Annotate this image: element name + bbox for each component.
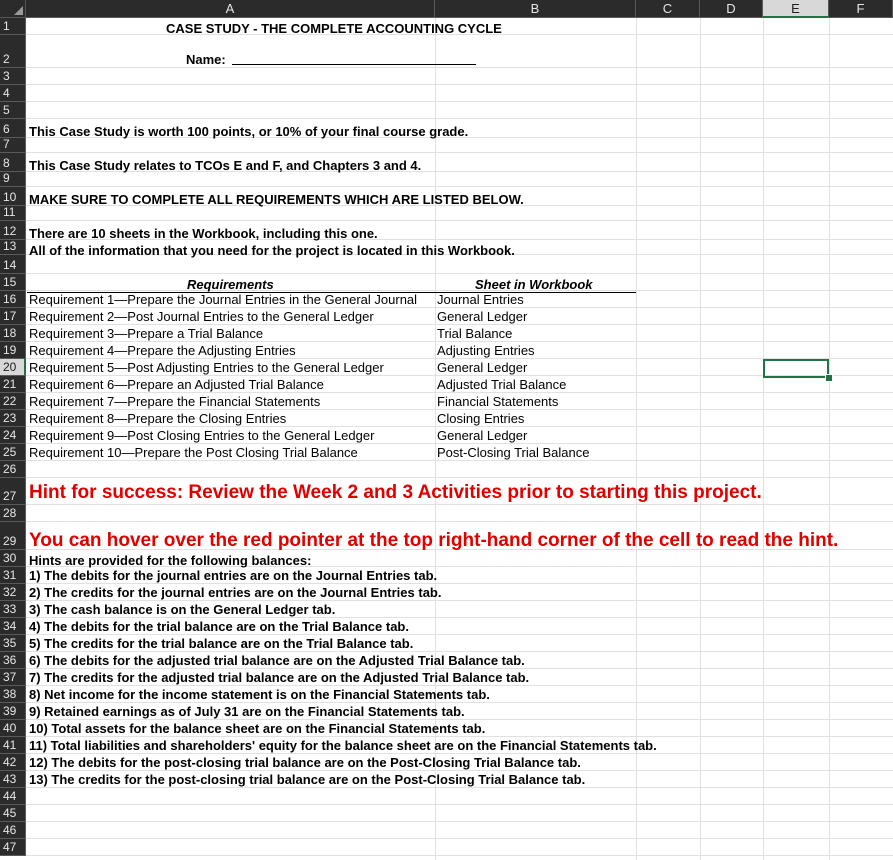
hint-item[interactable]: 1) The debits for the journal entries are on the Journal Entries tab.	[29, 568, 438, 583]
intro-line[interactable]: All of the information that you need for the project is located in this Workbook.	[29, 243, 515, 258]
row-header-17[interactable]: 17	[0, 308, 26, 325]
hint-item[interactable]: 5) The credits for the trial balance are on the Trial Balance tab.	[29, 636, 414, 651]
row-header-37[interactable]: 37	[0, 669, 26, 686]
grid-row	[26, 805, 893, 822]
row-header-28[interactable]: 28	[0, 505, 26, 522]
row-header-46[interactable]: 46	[0, 822, 26, 839]
hint-item[interactable]: 8) Net income for the income statement is on the Financial Statements tab.	[29, 687, 490, 702]
select-all-corner[interactable]	[0, 0, 26, 18]
row-header-3[interactable]: 3	[0, 68, 26, 85]
intro-line[interactable]: This Case Study relates to TCOs E and F, and Chapters 3 and 4.	[29, 158, 422, 173]
column-header-f[interactable]: F	[829, 0, 893, 18]
fill-handle[interactable]	[825, 374, 833, 382]
grid-row	[26, 85, 893, 102]
row-header-1[interactable]: 1	[0, 18, 26, 35]
row-header-32[interactable]: 32	[0, 584, 26, 601]
row-header-44[interactable]: 44	[0, 788, 26, 805]
row-header-14[interactable]: 14	[0, 255, 26, 274]
grid-row	[26, 68, 893, 85]
intro-line[interactable]: There are 10 sheets in the Workbook, including this one.	[29, 226, 378, 241]
hint-item[interactable]: 12) The debits for the post-closing trial balance are on the Post-Closing Trial Balance tab.	[29, 755, 581, 770]
hint-item[interactable]: 3) The cash balance is on the General Ledger tab.	[29, 602, 336, 617]
intro-line[interactable]: This Case Study is worth 100 points, or 10% of your final course grade.	[29, 124, 469, 139]
requirement-cell[interactable]: Requirement 3—Prepare a Trial Balance	[29, 326, 264, 341]
grid-row	[26, 172, 893, 187]
sheet-name-cell[interactable]: Journal Entries	[437, 292, 524, 307]
sheet-name-cell[interactable]: Closing Entries	[437, 411, 525, 426]
row-header-34[interactable]: 34	[0, 618, 26, 635]
row-header-4[interactable]: 4	[0, 85, 26, 102]
hint-item[interactable]: 9) Retained earnings as of July 31 are on the Financial Statements tab.	[29, 704, 465, 719]
row-header-18[interactable]: 18	[0, 325, 26, 342]
name-label[interactable]: Name:	[186, 52, 226, 67]
row-header-31[interactable]: 31	[0, 567, 26, 584]
row-header-24[interactable]: 24	[0, 427, 26, 444]
column-header-b[interactable]: B	[435, 0, 636, 18]
row-header-40[interactable]: 40	[0, 720, 26, 737]
sheet-name-cell[interactable]: General Ledger	[437, 309, 528, 324]
row-header-11[interactable]: 11	[0, 206, 26, 221]
hint-item[interactable]: 11) Total liabilities and shareholders' equity for the balance sheet are on the Financial Statements tab.	[29, 738, 657, 753]
case-study-title[interactable]: CASE STUDY - THE COMPLETE ACCOUNTING CYCLE	[166, 21, 502, 36]
sheet-name-cell[interactable]: Adjusting Entries	[437, 343, 535, 358]
grid-row	[26, 274, 893, 291]
requirement-cell[interactable]: Requirement 1—Prepare the Journal Entries in the General Journal	[29, 292, 418, 307]
selected-cell-e20[interactable]	[763, 359, 829, 378]
requirement-cell[interactable]: Requirement 4—Prepare the Adjusting Entries	[29, 343, 296, 358]
requirement-cell[interactable]: Requirement 6—Prepare an Adjusted Trial Balance	[29, 377, 324, 392]
row-header-39[interactable]: 39	[0, 703, 26, 720]
row-header-6[interactable]: 6	[0, 119, 26, 138]
sheet-name-cell[interactable]: Financial Statements	[437, 394, 559, 409]
grid-row	[26, 839, 893, 856]
row-header-42[interactable]: 42	[0, 754, 26, 771]
row-header-38[interactable]: 38	[0, 686, 26, 703]
row-header-19[interactable]: 19	[0, 342, 26, 359]
grid-row	[26, 505, 893, 522]
sheet-name-cell[interactable]: Trial Balance	[437, 326, 513, 341]
grid-row	[26, 461, 893, 478]
column-header-a[interactable]: A	[26, 0, 435, 18]
hint-item[interactable]: 4) The debits for the trial balance are on the Trial Balance tab.	[29, 619, 409, 634]
row-header-26[interactable]: 26	[0, 461, 26, 478]
column-header-e[interactable]: E	[763, 0, 829, 18]
requirement-cell[interactable]: Requirement 8—Prepare the Closing Entries	[29, 411, 287, 426]
requirements-header[interactable]: Requirements	[187, 277, 274, 292]
requirement-cell[interactable]: Requirement 10—Prepare the Post Closing Trial Balance	[29, 445, 358, 460]
requirement-cell[interactable]: Requirement 5—Post Adjusting Entries to the General Ledger	[29, 360, 384, 375]
row-header-29[interactable]: 29	[0, 522, 26, 550]
row-header-43[interactable]: 43	[0, 771, 26, 788]
grid-row	[26, 206, 893, 221]
sheet-in-workbook-header[interactable]: Sheet in Workbook	[475, 277, 593, 292]
grid-row	[26, 822, 893, 839]
row-header-7[interactable]: 7	[0, 138, 26, 153]
row-header-45[interactable]: 45	[0, 805, 26, 822]
hint-item[interactable]: 7) The credits for the adjusted trial balance are on the Adjusted Trial Balance tab.	[29, 670, 530, 685]
hint-success[interactable]: Hint for success: Review the Week 2 and 3 Activities prior to starting this project.	[29, 482, 762, 503]
row-header-12[interactable]: 12	[0, 221, 26, 240]
row-header-2[interactable]: 2	[0, 35, 26, 68]
grid-row	[26, 138, 893, 153]
hint-item[interactable]: 6) The debits for the adjusted trial balance are on the Adjusted Trial Balance tab.	[29, 653, 525, 668]
requirement-cell[interactable]: Requirement 9—Post Closing Entries to the General Ledger	[29, 428, 375, 443]
row-header-15[interactable]: 15	[0, 274, 26, 291]
intro-line[interactable]: MAKE SURE TO COMPLETE ALL REQUIREMENTS WHICH ARE LISTED BELOW.	[29, 192, 524, 207]
row-header-47[interactable]: 47	[0, 839, 26, 856]
select-all-icon	[14, 6, 23, 15]
row-header-8[interactable]: 8	[0, 153, 26, 172]
requirement-cell[interactable]: Requirement 7—Prepare the Financial Statements	[29, 394, 321, 409]
sheet-name-cell[interactable]: General Ledger	[437, 360, 528, 375]
column-header-c[interactable]: C	[636, 0, 700, 18]
grid-row	[26, 788, 893, 805]
grid-row	[26, 102, 893, 119]
row-header-16[interactable]: 16	[0, 291, 26, 308]
row-header-36[interactable]: 36	[0, 652, 26, 669]
sheet-name-cell[interactable]: Adjusted Trial Balance	[437, 377, 567, 392]
row-header-33[interactable]: 33	[0, 601, 26, 618]
hint-item[interactable]: 10) Total assets for the balance sheet are on the Financial Statements tab.	[29, 721, 486, 736]
row-header-20[interactable]: 20	[0, 359, 26, 376]
row-header-13[interactable]: 13	[0, 240, 26, 255]
row-header-23[interactable]: 23	[0, 410, 26, 427]
requirement-cell[interactable]: Requirement 2—Post Journal Entries to the General Ledger	[29, 309, 374, 324]
hints-intro[interactable]: Hints are provided for the following balances:	[29, 553, 312, 568]
sheet-name-cell[interactable]: General Ledger	[437, 428, 528, 443]
name-field[interactable]	[232, 64, 476, 65]
row-header-10[interactable]: 10	[0, 187, 26, 206]
hint-hover[interactable]: You can hover over the red pointer at the top right-hand corner of the cell to read the hint.	[29, 530, 839, 551]
hint-item[interactable]: 2) The credits for the journal entries are on the Journal Entries tab.	[29, 585, 442, 600]
row-header-35[interactable]: 35	[0, 635, 26, 652]
row-header-27[interactable]: 27	[0, 478, 26, 505]
row-header-41[interactable]: 41	[0, 737, 26, 754]
row-header-25[interactable]: 25	[0, 444, 26, 461]
row-header-22[interactable]: 22	[0, 393, 26, 410]
row-header-21[interactable]: 21	[0, 376, 26, 393]
row-header-30[interactable]: 30	[0, 550, 26, 567]
hint-item[interactable]: 13) The credits for the post-closing trial balance are on the Post-Closing Trial Balance tab.	[29, 772, 586, 787]
row-header-9[interactable]: 9	[0, 172, 26, 187]
column-header-d[interactable]: D	[700, 0, 763, 18]
sheet-name-cell[interactable]: Post-Closing Trial Balance	[437, 445, 590, 460]
row-header-5[interactable]: 5	[0, 102, 26, 119]
